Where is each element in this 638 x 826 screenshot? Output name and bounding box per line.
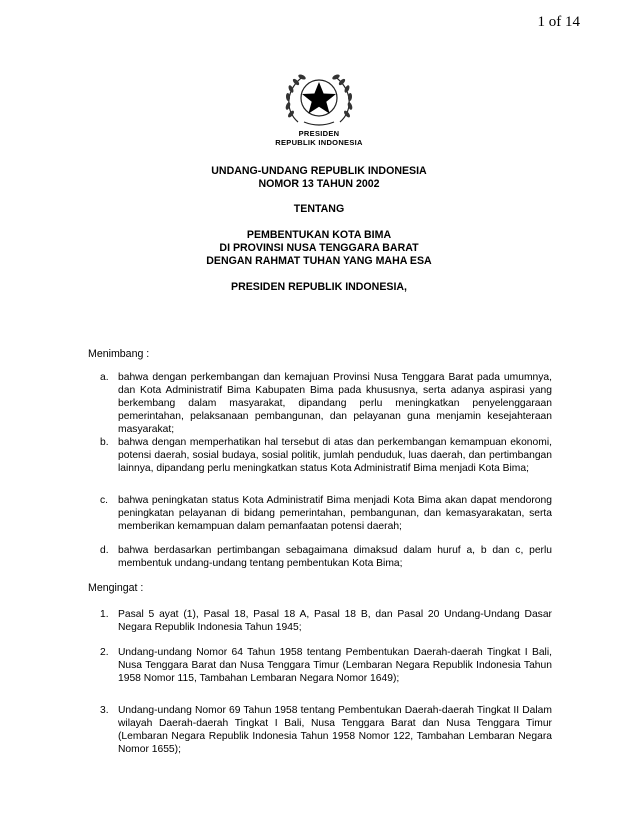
item-text: Undang-undang Nomor 64 Tahun 1958 tentang Pembentukan Daerah-daerah Tingkat I Bali, Nusa Tenggara Barat dan Nusa Tenggara Timur (Lembaran Negara Republik Indonesia Tahun 1958 Nomor 115, Tambahan Lembaran Negara Nomor 1649);	[118, 647, 552, 684]
president-heading: PRESIDEN REPUBLIK INDONESIA,	[231, 281, 407, 293]
menimbang-item-a	[100, 372, 552, 437]
item-marker: d.	[100, 545, 109, 556]
mengingat-item-1	[100, 609, 552, 635]
emblem-caption-line2: REPUBLIK INDONESIA	[275, 138, 363, 147]
emblem-caption	[254, 129, 384, 147]
subject-line1: PEMBENTUKAN KOTA BIMA	[246, 229, 392, 241]
item-marker: 1.	[100, 609, 109, 620]
menimbang-item-b	[100, 437, 552, 476]
item-marker: 3.	[100, 705, 109, 716]
item-marker: 2.	[100, 647, 109, 658]
law-number: NOMOR 13 TAHUN 2002	[258, 178, 380, 190]
mengingat-item-3	[100, 705, 552, 757]
menimbang-item-c	[100, 495, 552, 534]
blessing-heading: DENGAN RAHMAT TUHAN YANG MAHA ESA	[206, 255, 432, 267]
mengingat-label: Mengingat :	[88, 582, 144, 594]
item-text: bahwa berdasarkan pertimbangan sebagaimana dimaksud dalam huruf a, b dan c, perlu membentuk undang-undang tentang pembentukan Kota Bima;	[118, 545, 552, 569]
menimbang-label: Menimbang :	[88, 348, 150, 360]
item-marker: a.	[100, 372, 109, 383]
item-text: bahwa dengan perkembangan dan kemajuan Provinsi Nusa Tenggara Barat pada umumnya, dan Kota Administratif Bima Kabupaten Bima pada khususnya, serta adanya aspirasi yang berkembang dalam masyarakat, dipandang perlu meningkatkan penyelenggaraan pemerintahan, pelaksanaan pembangunan, dan pelayanan guna menjamin kesejahteraan masyarakat;	[118, 372, 552, 435]
law-title: UNDANG-UNDANG REPUBLIK INDONESIA	[211, 165, 427, 177]
item-text: Undang-undang Nomor 69 Tahun 1958 tentang Pembentukan Daerah-daerah Tingkat II Dalam wilayah Daerah-daerah Tingkat I Bali, Nusa Tenggara Barat dan Nusa Tenggara Timur (Lembaran Negara Republik Indonesia Tahun 1958 Nomor 122, Tambahan Lembaran Negara Nomor 1655);	[118, 705, 552, 755]
menimbang-item-d	[100, 545, 552, 571]
page-number: 1 of 14	[537, 14, 580, 30]
emblem-caption-line1: PRESIDEN	[298, 129, 340, 138]
item-marker: c.	[100, 495, 109, 506]
item-text: bahwa dengan memperhatikan hal tersebut di atas dan perkembangan kemampuan ekonomi, potensi daerah, sosial budaya, sosial politik, jumlah penduduk, luas daerah, dan pertimbangan lainnya, dipandang perlu meningkatkan status Kota Administratif Bima menjadi Kota Bima;	[118, 437, 552, 474]
item-text: Pasal 5 ayat (1), Pasal 18, Pasal 18 A, Pasal 18 B, dan Pasal 20 Undang-Undang Dasar Negara Republik Indonesia Tahun 1945;	[118, 609, 552, 633]
subject-line2: DI PROVINSI NUSA TENGGARA BARAT	[219, 242, 419, 254]
mengingat-item-2	[100, 647, 552, 686]
item-marker: b.	[100, 437, 109, 448]
item-text: bahwa peningkatan status Kota Administratif Bima menjadi Kota Bima akan dapat mendorong peningkatan pelayanan di bidang pemerintahan, pembangunan, dan kemasyarakatan, serta memberikan kemampuan dalam pemanfaatan potensi daerah;	[118, 495, 552, 532]
about-heading: TENTANG	[293, 203, 345, 215]
